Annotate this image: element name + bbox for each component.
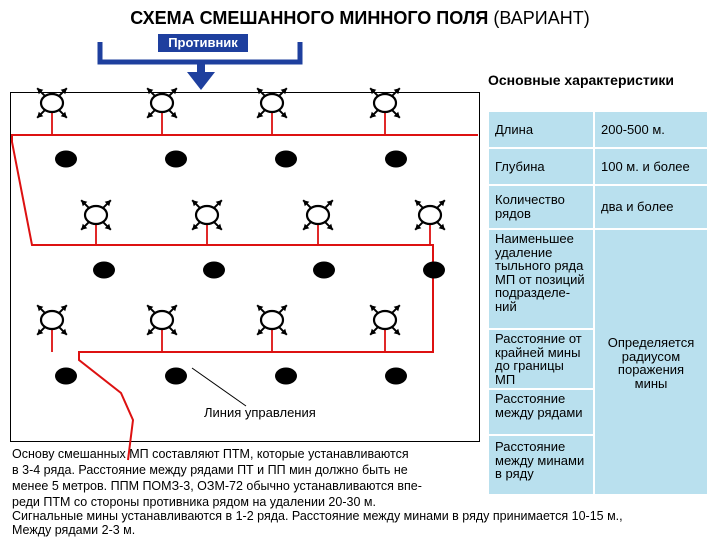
antipersonnel-mine-icon xyxy=(370,88,400,135)
cell-radius-value: Определяется радиусом поражения мины xyxy=(595,230,707,494)
antipersonnel-mine-icon xyxy=(37,88,67,135)
antitank-mine-icon xyxy=(55,151,77,168)
antipersonnel-mine-icon xyxy=(303,200,333,245)
antipersonnel-mine-icon xyxy=(37,305,67,352)
note-line: менее 5 метров. ППМ ПОМЗ-3, ОЗМ-72 обычно устанавливаются впе- xyxy=(12,479,422,493)
cell-between-rows-label: Расстояние между рядами xyxy=(489,390,593,434)
note-line: Основу смешанных МП составляют ПТМ, которые устанавливаются xyxy=(12,447,409,461)
cell-rear-row-label: Наименьшее удаление тыльного ряда МП от позиций подразделе-ний xyxy=(489,230,593,328)
antitank-mine-icon xyxy=(385,368,407,385)
cell-depth-value: 100 м. и более xyxy=(595,149,707,184)
cell-rows-value: два и более xyxy=(595,186,707,228)
antipersonnel-mine-icon xyxy=(147,88,177,135)
antitank-mine-icon xyxy=(165,368,187,385)
enemy-label: Противник xyxy=(158,34,248,52)
enemy-direction-arrow xyxy=(100,42,300,90)
control-line-label: Линия управления xyxy=(204,405,316,420)
antitank-mine-icon xyxy=(385,151,407,168)
cell-rows-label: Количество рядов xyxy=(489,186,593,228)
antitank-mine-icon xyxy=(275,368,297,385)
note-line: Между рядами 2-3 м. xyxy=(12,523,136,537)
cell-edge-label: Расстояние от крайней мины до границы МП xyxy=(489,330,593,388)
antitank-mine-icon xyxy=(93,262,115,279)
cell-length-value: 200-500 м. xyxy=(595,112,707,147)
note-line: реди ПТМ со стороны противника рядом на удалении 20-30 м. xyxy=(12,495,376,509)
cell-length-label: Длина xyxy=(489,112,593,147)
cell-between-mines-label: Расстояние между минами в ряду xyxy=(489,436,593,494)
antipersonnel-mine-icon xyxy=(370,305,400,352)
antipersonnel-mine-icon xyxy=(192,200,222,245)
antipersonnel-mine-icon xyxy=(147,305,177,352)
note-line: в 3-4 ряда. Расстояние между рядами ПТ и ПП мин должно быть не xyxy=(12,463,408,477)
antipersonnel-mine-icon xyxy=(257,88,287,135)
control-line-leader xyxy=(192,368,246,406)
antipersonnel-mine-icon xyxy=(415,200,445,245)
antitank-mine-icon xyxy=(165,151,187,168)
antitank-mine-icon xyxy=(313,262,335,279)
antitank-mine-icon xyxy=(423,262,445,279)
cell-depth-label: Глубина xyxy=(489,149,593,184)
antipersonnel-mine-icon xyxy=(257,305,287,352)
antipersonnel-mine-icon xyxy=(81,200,111,245)
note-line: Сигнальные мины устанавливаются в 1-2 ряда. Расстояние между минами в ряду принимается 10-15 м., xyxy=(12,509,623,523)
title-variant: (ВАРИАНТ) xyxy=(488,8,590,28)
antitank-mine-icon xyxy=(275,151,297,168)
antitank-mine-icon xyxy=(203,262,225,279)
title-main: СХЕМА СМЕШАННОГО МИННОГО ПОЛЯ xyxy=(130,8,489,28)
antitank-mine-icon xyxy=(55,368,77,385)
characteristics-heading: Основные характеристики xyxy=(488,72,674,88)
